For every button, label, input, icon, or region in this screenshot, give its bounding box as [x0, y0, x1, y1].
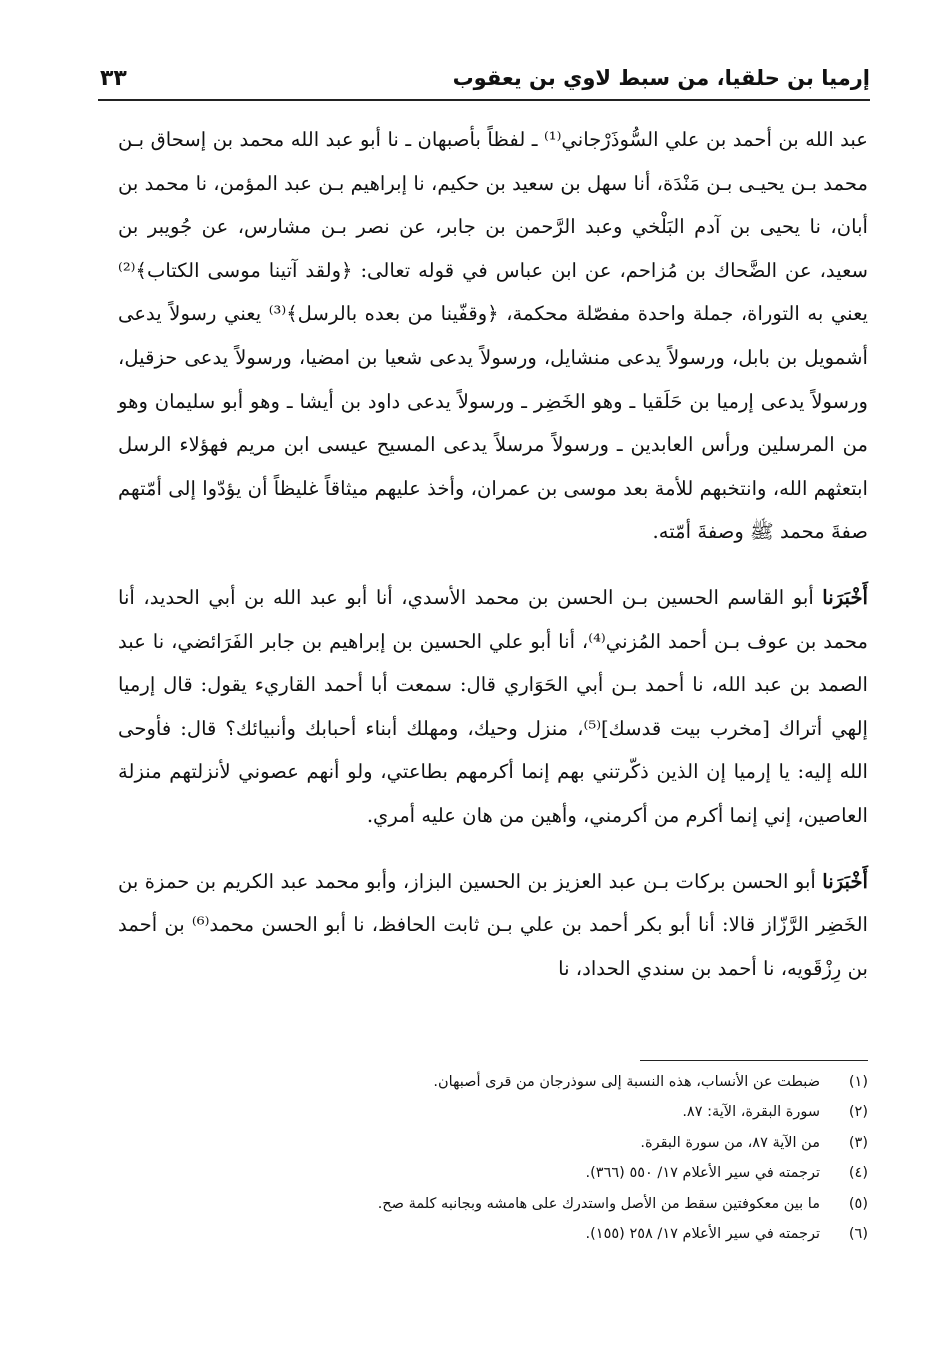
footnote	[118, 1135, 868, 1165]
footnote-number: (٥)	[848, 1195, 868, 1212]
paragraph-2	[118, 576, 868, 838]
paragraph-text: أبو الحسن بركات بـن عبد العزيز بن الحسين البزاز، وأبو محمد عبد الكريم بن حمزة بن الخَضِر الرَّزّاز قالا: أنا أبو بكر أحمد بن علي بـن ثابت الحافظ، نا أبو الحسن محمد⁽⁶⁾ بن أحمد بن رِزْقَويه، نا أحمد بن سندي الحداد، نا	[118, 869, 868, 980]
footnote-number: (٢)	[848, 1104, 868, 1121]
footnote	[118, 1074, 868, 1104]
paragraph-1	[118, 118, 868, 554]
footnote-text: ترجمته في سير الأعلام ١٧/ ٥٥٠ (٣٦٦).	[585, 1165, 820, 1182]
running-header	[100, 62, 870, 102]
footnote-number: (٤)	[848, 1165, 868, 1182]
footnotes	[118, 1074, 868, 1256]
footnote-text: ترجمته في سير الأعلام ١٧/ ٢٥٨ (١٥٥).	[585, 1225, 820, 1242]
paragraph-text: أبو القاسم الحسين بـن الحسن بن محمد الأسدي، أنا أبو عبد الله بن أبي الحديد، أنا محمد بن عوف بـن أحمد المُزني⁽⁴⁾، أنا أبو علي الحسين بن إبراهيم بن جابر الفَرَائضي، نا عبد الصمد بن عبد الله، نا أحمد بـن أبي الحَوَاري قال: سمعت أبا أحمد القاريء يقول: قال إرميا إلهي أتراك [مخرب بيت قدسك]⁽⁵⁾، منزل وحيك، ومهلك أبناء أحبابك وأنبيائك؟ قال: فأوحى الله إليه: يا إرميا إن الذين ذكّرتني بهم إنما أكرمهم بطاعتي، ولو أنهم عصوني لأنزلتهم منزلة العاصين، إني إنما أكرم من أكرمني، وأهين من هان عليه أمري.	[118, 585, 868, 827]
body-text	[118, 118, 868, 990]
paragraph-lead: أَخْبَرَنا	[822, 869, 868, 893]
paragraph-text: عبد الله بن أحمد بن علي السُّوذَرْجاني⁽¹⁾ ـ لفظاً بأصبهان ـ نا أبو عبد الله محمد بن إسحاق بـن محمد بـن يحيـى بـن مَنْدَة، أنا سهل بن سعيد بن حكيم، نا إبراهيم بـن عبد المؤمن، نا محمد بن أبان، نا يحيى بن آدم البَلْخي وعبد الرَّحمن بن جابر، عن نصر بـن مشارس، عن جُويبر بن سعيد، عن الضَّحاك بن مُزاحم، عن ابن عباس في قوله تعالى: ﴿ولقد آتينا موسى الكتاب﴾⁽²⁾ يعني به التوراة، جملة واحدة مفصّلة محكمة، ﴿وقفّينا من بعده بالرسل﴾⁽³⁾ يعني رسولاً يدعى أشمويل بن بابل، ورسولاً يدعى منشايل، ورسولاً يدعى شعيا بن امضيا، ورسولاً يدعى حزقيل، ورسولاً يدعى إرميا بن حَلَقيا ـ وهو الخَضِر ـ ورسولاً يدعى داود بن أيشا ـ وهو أبو سليمان وهو من المرسلين ورأس العابدين ـ ورسولاً مرسلاً يدعى المسيح عيسى ابن مريم فهؤلاء الرسل ابتعثهم الله، وانتخبهم للأمة بعد موسى بن عمران، وأخذ عليهم ميثاقاً غليظاً أن يؤدّوا إلى أمّتهم صفةَ محمد ﷺ وصفةَ أمّته.	[118, 128, 868, 544]
header-rule	[98, 99, 870, 101]
footnote	[118, 1226, 868, 1256]
footnote-text: من الآية ٨٧، من سورة البقرة.	[640, 1134, 820, 1151]
footnote-number: (٣)	[848, 1134, 868, 1151]
footnote-rule	[640, 1060, 868, 1061]
footnote-number: (١)	[848, 1074, 868, 1090]
page-number: ٣٣	[100, 66, 127, 91]
paragraph-lead: أَخْبَرَنا	[822, 585, 868, 609]
footnote	[118, 1196, 868, 1226]
footnote-number: (٦)	[848, 1225, 868, 1242]
footnote-text: ما بين معكوفتين سقط من الأصل واستدرك على هامشه وبجانبه كلمة صح.	[377, 1195, 820, 1212]
footnote	[118, 1165, 868, 1195]
footnote	[118, 1104, 868, 1134]
footnote-text: سورة البقرة، الآية: ٨٧.	[682, 1104, 820, 1121]
footnote-text: ضبطت عن الأنساب، هذه النسبة إلى سوذرجان من قرى أصبهان.	[433, 1074, 820, 1090]
paragraph-3	[118, 860, 868, 991]
running-title: إرميا بن حلقيا، من سبط لاوي بن يعقوب	[452, 66, 870, 90]
